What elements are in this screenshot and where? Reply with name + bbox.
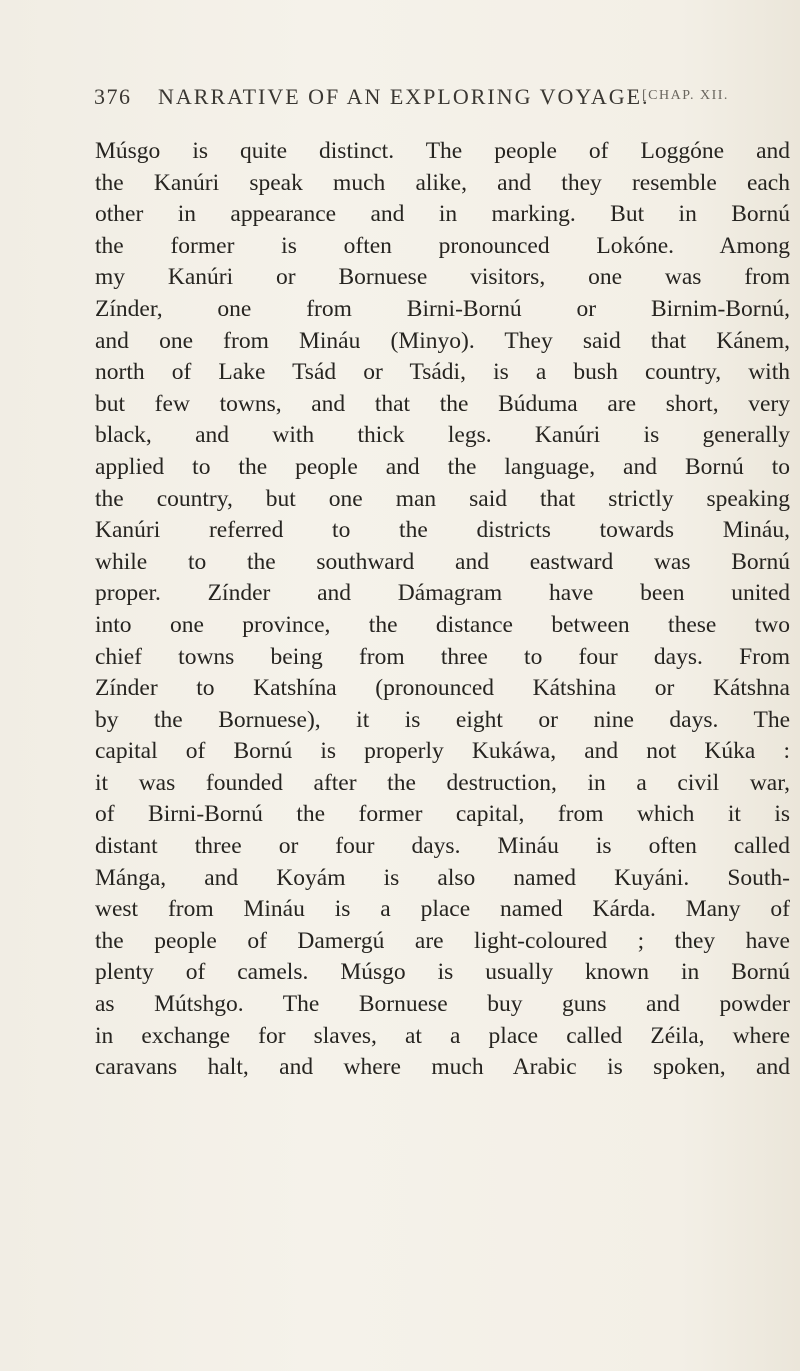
text-line: into one province, the distance between these two [95,611,790,638]
text-line: the people of Damergú are light-coloured ; they have [95,927,790,954]
text-line: applied to the people and the language, and Bornú to [95,453,790,480]
text-line: west from Mináu is a place named Kárda. Many of [95,896,790,923]
text-line: Zínder, one from Birni-Bornú or Birnim-Bornú, [95,295,790,322]
text-line: black, and with thick legs. Kanúri is generally [95,422,790,449]
body-text [95,136,790,1084]
text-line: of Birni-Bornú the former capital, from which it is [95,801,790,828]
text-line: Zínder to Katshína (pronounced Kátshina or Kátshna [95,675,790,702]
text-line: in exchange for slaves, at a place called Zéila, where [95,1022,790,1049]
text-line: Kanúri referred to the districts towards Mináu, [95,517,790,544]
text-line: Músgo is quite distinct. The people of Loggóne and [95,138,790,164]
text-line: and one from Mináu (Minyo). They said that Kánem, [95,327,790,354]
text-line: but few towns, and that the Búduma are short, very [95,390,790,417]
running-title: NARRATIVE OF AN EXPLORING VOYAGE. [158,84,650,109]
text-line: chief towns being from three to four days. From [95,643,790,670]
text-line: by the Bornuese), it is eight or nine days. The [95,706,790,733]
text-line: my Kanúri or Bornuese visitors, one was from [95,264,790,291]
text-line: while to the southward and eastward was Bornú [95,548,790,575]
text-line: as Mútshgo. The Bornuese buy guns and powder [95,991,790,1018]
text-line: the country, but one man said that strictly speaking [95,485,790,512]
text-line: the former is often pronounced Lokóne. Among [95,232,790,259]
text-line: north of Lake Tsád or Tsádi, is a bush country, with [95,359,790,386]
text-line: other in appearance and in marking. But in Bornú [95,201,790,228]
chapter-reference: [CHAP. XII. [642,88,729,103]
text-line: the Kanúri speak much alike, and they resemble each [95,169,790,196]
text-line: it was founded after the destruction, in a civil war, [95,769,790,796]
text-line: proper. Zínder and Dámagram have been united [95,580,790,607]
text-line: Mánga, and Koyám is also named Kuyáni. South- [95,864,790,891]
text-line: caravans halt, and where much Arabic is spoken, and [95,1054,790,1081]
text-line: capital of Bornú is properly Kukáwa, and not Kúka : [95,738,790,765]
running-head [94,84,764,118]
page-number: 376 [94,84,132,109]
text-line: plenty of camels. Músgo is usually known in Bornú [95,959,790,986]
text-line: distant three or four days. Mináu is often called [95,833,790,860]
